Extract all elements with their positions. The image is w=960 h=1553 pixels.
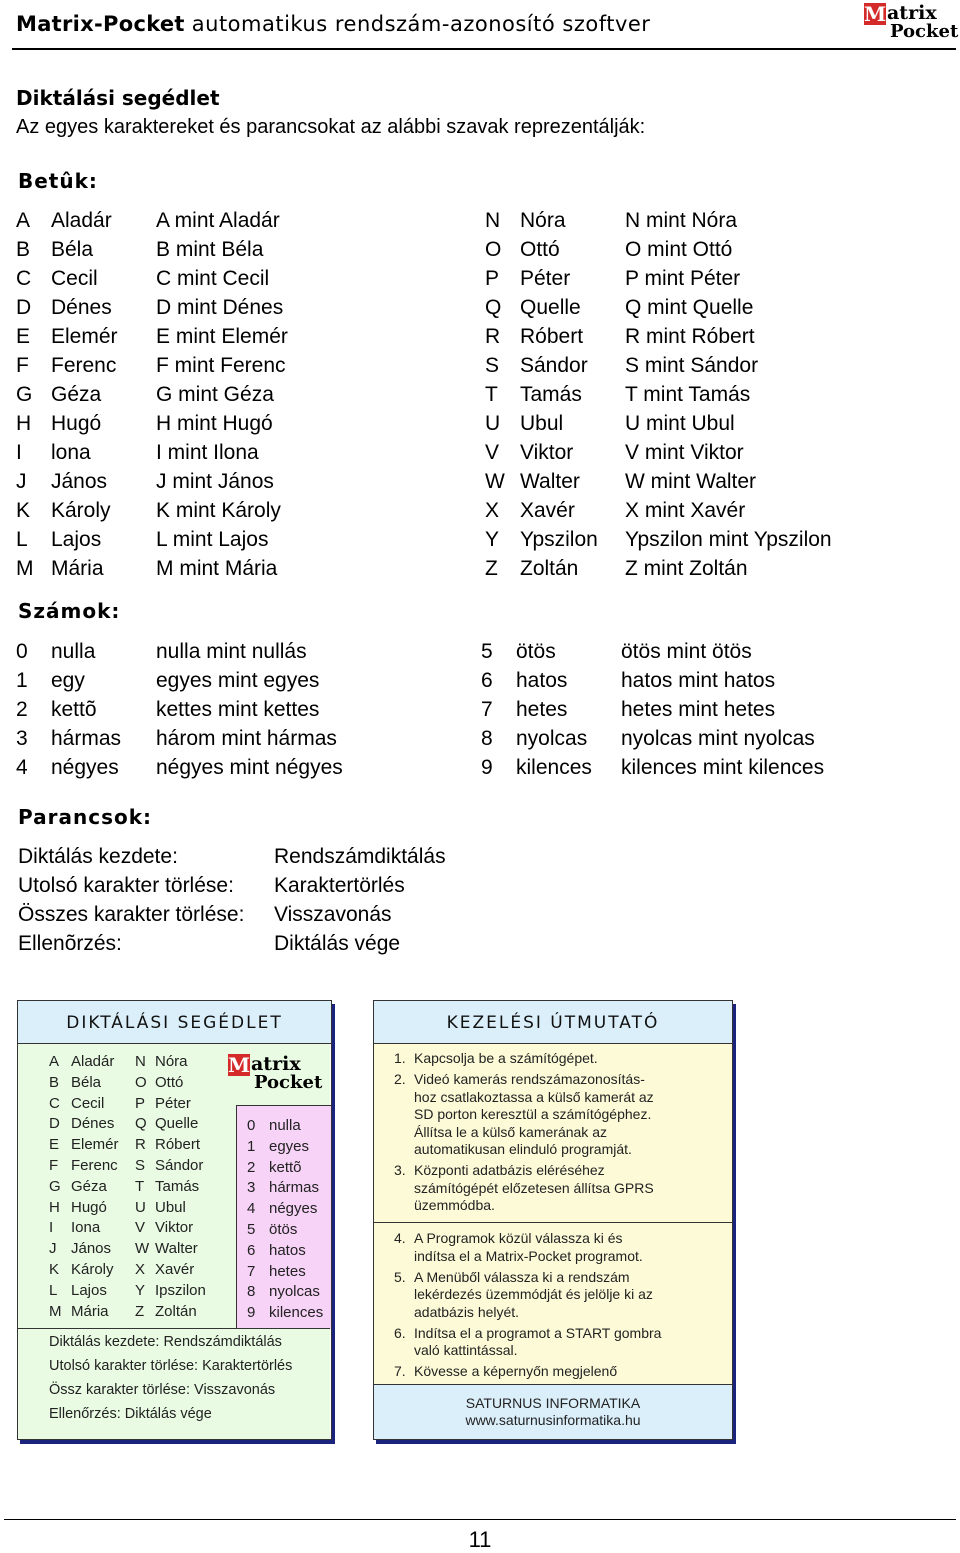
command-row (18, 871, 538, 900)
letter: O (485, 238, 502, 261)
letter-word: Hugó (51, 412, 102, 435)
card-letter-word: Elemér (71, 1136, 119, 1154)
letter: Z (485, 557, 498, 580)
letter-word: Róbert (520, 325, 584, 348)
dictation-card-title: DIKTÁLÁSI SEGÉDLET (18, 1001, 331, 1044)
step-text: való kattintással. (414, 1342, 518, 1358)
letter: E (16, 325, 31, 348)
letter-phrase: C mint Cecil (156, 267, 270, 290)
letter: A (16, 209, 31, 232)
letter-row (485, 351, 945, 380)
card-letter: G (49, 1177, 61, 1195)
letter-word: Quelle (520, 296, 581, 319)
intro-text: Az egyes karaktereket és parancsokat az alábbi szavak reprezentálják: (16, 116, 646, 138)
letter: J (16, 470, 27, 493)
number-word: kilences (516, 756, 592, 779)
number-phrase: kilences mint kilences (621, 756, 825, 779)
letter-row (16, 351, 456, 380)
card-letter: K (49, 1261, 60, 1278)
header-subtitle: automatikus rendszám-azonosító szoftver (191, 12, 651, 36)
letter-row (485, 409, 945, 438)
number-row (481, 666, 941, 695)
card-numbers-panel (236, 1105, 331, 1329)
letter: X (485, 499, 500, 522)
letter-phrase: G mint Géza (156, 383, 274, 406)
card-letter-word: Cecil (71, 1094, 105, 1112)
card-number-word: nyolcas (269, 1283, 320, 1301)
company-url: www.saturnusinformatika.hu (465, 1412, 641, 1428)
letter-phrase: N mint Nóra (625, 209, 738, 232)
digit: 1 (16, 669, 28, 692)
step-number: 3. (394, 1162, 406, 1178)
digit: 6 (481, 669, 493, 692)
card-digit: 7 (247, 1262, 256, 1280)
instructions-footer (374, 1384, 732, 1439)
digit: 4 (16, 756, 28, 779)
card-command: Utolsó karakter törlése: Karaktertörlés (49, 1358, 293, 1374)
letter: B (16, 238, 31, 261)
letter-phrase: L mint Lajos (156, 528, 269, 551)
letter: P (485, 267, 500, 290)
letter-word: Péter (520, 267, 571, 290)
letter-row (485, 206, 945, 235)
card-digit: 8 (247, 1283, 256, 1301)
card-letter: N (135, 1053, 146, 1070)
card-letter: E (49, 1136, 60, 1154)
number-phrase: három mint hármas (156, 727, 337, 750)
letter: Q (485, 296, 502, 319)
card-letter-word: Quelle (155, 1115, 199, 1133)
letter-word: Ypszilon (520, 528, 598, 551)
number-word: nyolcas (516, 727, 588, 750)
letter-phrase: B mint Béla (156, 238, 264, 261)
card-digit: 3 (247, 1179, 256, 1197)
matrix-pocket-logo: M atrix Pocket (864, 2, 959, 42)
card-letter: X (135, 1261, 146, 1278)
number-word: ötös (516, 640, 556, 663)
card-letter-word: Sándor (155, 1157, 204, 1174)
card-digit: 2 (247, 1158, 256, 1176)
command-row (18, 929, 538, 958)
command-word: Diktálás vége (274, 932, 401, 955)
letter-row (16, 235, 456, 264)
letter-word: Károly (51, 499, 111, 522)
step-number: 7. (394, 1363, 406, 1379)
letter-phrase: R mint Róbert (625, 325, 755, 348)
letter: Y (485, 528, 500, 551)
card-letter: C (49, 1094, 60, 1112)
letter-phrase: Ypszilon mint Ypszilon (625, 528, 832, 551)
step-text: A Programok közül válassza ki és (414, 1230, 623, 1246)
letter: I (16, 441, 22, 464)
letter-row (485, 264, 945, 293)
letter-word: Géza (51, 383, 102, 406)
command-word: Rendszámdiktálás (274, 845, 446, 868)
number-phrase: kettes mint kettes (156, 698, 320, 721)
step-number: 4. (394, 1230, 406, 1246)
card-command: Össz karakter törlése: Visszavonás (49, 1382, 276, 1398)
card-digit: 9 (247, 1304, 256, 1322)
number-row (16, 724, 476, 753)
letter-word: Ubul (520, 412, 564, 435)
letter: D (16, 296, 32, 319)
letter-phrase: P mint Péter (625, 267, 741, 290)
document-header (16, 12, 650, 36)
letter-row (16, 554, 456, 583)
number-phrase: négyes mint négyes (156, 756, 343, 779)
letter-word: Tamás (520, 383, 582, 406)
letter-row (16, 322, 456, 351)
card-letter: Z (135, 1302, 145, 1320)
card-number-word: kettõ (269, 1158, 302, 1176)
letter-phrase: Z mint Zoltán (625, 557, 748, 580)
step-text: Állítsa le a külső kamerának az (414, 1123, 607, 1140)
number-word: kettõ (51, 698, 97, 721)
card-letter-word: Xavér (155, 1261, 195, 1278)
letter-word: Cecil (51, 267, 98, 290)
letter: G (16, 383, 33, 406)
card-letter: T (135, 1177, 145, 1195)
command-word: Visszavonás (274, 903, 392, 926)
letter-row (485, 322, 945, 351)
digit: 8 (481, 727, 493, 750)
number-word: négyes (51, 756, 119, 779)
letter: V (485, 441, 500, 464)
letters-section-title: Betûk: (18, 169, 98, 193)
card-letter-word: Péter (155, 1094, 191, 1112)
letter-word: Walter (520, 470, 580, 493)
letter-row (16, 206, 456, 235)
dictation-card (17, 1000, 332, 1440)
letter: R (485, 325, 501, 348)
card-letter-word: Zoltán (155, 1302, 197, 1320)
card-letter: B (49, 1073, 60, 1091)
number-row (481, 724, 941, 753)
letter-row (16, 380, 456, 409)
step-divider (374, 1222, 732, 1223)
instructions-steps (374, 1044, 732, 1384)
card-letter: H (49, 1198, 60, 1216)
letter-word: János (51, 470, 108, 493)
digit: 5 (481, 640, 493, 663)
card-letter-word: Béla (71, 1073, 102, 1091)
step-text: Indítsa el a programot a START gombra (414, 1324, 662, 1341)
card-number-word: hármas (269, 1179, 320, 1197)
card-letter-word: Károly (71, 1261, 114, 1278)
card-letter: F (49, 1157, 59, 1174)
letter-row (16, 496, 456, 525)
step-number: 5. (394, 1268, 406, 1285)
step-text: A Menüből válassza ki a rendszám (414, 1268, 630, 1285)
letter: U (485, 412, 501, 435)
step-text: Videó kamerás rendszámazonosítás- (414, 1071, 645, 1087)
number-phrase: nyolcas mint nyolcas (621, 727, 815, 750)
card-letter-word: Mária (71, 1302, 109, 1320)
footer-divider (4, 1519, 956, 1520)
card-number-word: egyes (269, 1137, 310, 1155)
card-digit: 6 (247, 1241, 256, 1259)
letter-phrase: U mint Ubul (625, 412, 735, 435)
card-letter-word: Ottó (155, 1073, 184, 1091)
card-letter-word: Ferenc (71, 1157, 118, 1174)
card-letter: R (135, 1136, 146, 1154)
header-divider (12, 48, 956, 50)
card-number-word: négyes (269, 1200, 318, 1218)
step-number: 6. (394, 1324, 406, 1341)
letter-row (485, 554, 945, 583)
step-text: hoz csatlakoztassa a külső kamerát az (414, 1088, 654, 1105)
letter: W (485, 470, 505, 493)
card-commands (18, 1328, 330, 1439)
card-letter-word: Dénes (71, 1115, 115, 1133)
page-number: 11 (468, 1527, 492, 1552)
card-digit: 0 (247, 1117, 256, 1134)
number-word: hetes (516, 698, 568, 721)
letter-phrase: M mint Mária (156, 557, 278, 580)
number-row (481, 753, 941, 782)
page-heading: Diktálási segédlet (16, 86, 220, 110)
letter-word: Ferenc (51, 354, 117, 377)
letter-word: Nóra (520, 209, 566, 232)
card-letter: W (135, 1240, 150, 1258)
card-digit: 5 (247, 1221, 256, 1238)
card-command: Diktálás kezdete: Rendszámdiktálás (49, 1334, 282, 1350)
letter-row (485, 525, 945, 554)
letter: F (16, 354, 29, 377)
letter-phrase: K mint Károly (156, 499, 281, 522)
step-text: Központi adatbázis eléréséhez (414, 1162, 605, 1178)
digit: 9 (481, 756, 493, 779)
card-letter-word: Iona (71, 1219, 101, 1237)
letter-row (485, 467, 945, 496)
letter-word: Mária (51, 557, 104, 580)
letter-word: Viktor (520, 441, 574, 464)
number-row (481, 695, 941, 724)
number-phrase: nulla mint nullás (156, 640, 307, 663)
step-text: Kapcsolja be a számítógépet. (414, 1050, 598, 1066)
letter-phrase: J mint János (156, 470, 274, 493)
card-letter: I (49, 1219, 54, 1237)
letter-word: Béla (51, 238, 94, 261)
number-phrase: hetes mint hetes (621, 698, 776, 721)
instructions-card-title: KEZELÉSI ÚTMUTATÓ (374, 1001, 732, 1044)
letter-word: Aladár (51, 209, 112, 232)
command-label: Diktálás kezdete: (18, 845, 178, 868)
step-number: 1. (394, 1050, 406, 1066)
digit: 0 (16, 640, 28, 663)
card-letter: L (49, 1281, 58, 1299)
letter-phrase: E mint Elemér (156, 325, 288, 348)
step-text: Kövesse a képernyőn megjelenő (414, 1363, 618, 1379)
letter-word: Ottó (520, 238, 560, 261)
card-letter: A (49, 1053, 60, 1070)
digit: 3 (16, 727, 28, 750)
card-letter-word: Walter (155, 1240, 198, 1258)
card-letter: D (49, 1115, 60, 1133)
card-letter-word: János (71, 1240, 112, 1258)
card-letter-word: Aladár (71, 1053, 115, 1070)
card-letter-word: Nóra (155, 1053, 188, 1070)
letter-row (16, 264, 456, 293)
letter-phrase: X mint Xavér (625, 499, 746, 522)
company-name: SATURNUS INFORMATIKA (465, 1395, 641, 1411)
card-letter-word: Hugó (71, 1198, 107, 1216)
letter-row (485, 380, 945, 409)
letter-phrase: Q mint Quelle (625, 296, 754, 319)
card-number-word: ötös (269, 1221, 298, 1238)
command-label: Ellenõrzés: (18, 932, 122, 955)
letter: N (485, 209, 501, 232)
number-word: hármas (51, 727, 122, 750)
number-word: egy (51, 669, 85, 692)
letter-row (16, 467, 456, 496)
letter-phrase: W mint Walter (625, 470, 757, 493)
letter: T (485, 383, 498, 406)
number-phrase: ötös mint ötös (621, 640, 752, 663)
number-row (16, 695, 476, 724)
letter-word: Xavér (520, 499, 575, 522)
card-number-word: nulla (269, 1117, 301, 1134)
digit: 2 (16, 698, 28, 721)
command-label: Összes karakter törlése: (18, 903, 245, 926)
letter-row (16, 438, 456, 467)
card-number-word: hetes (269, 1262, 306, 1280)
command-word: Karaktertörlés (274, 874, 405, 897)
card-letter: Q (135, 1115, 147, 1133)
card-letter: S (135, 1157, 146, 1174)
letter-phrase: F mint Ferenc (156, 354, 286, 377)
letter-word: Dénes (51, 296, 112, 319)
letter: C (16, 267, 32, 290)
card-digit: 4 (247, 1200, 256, 1218)
command-row (18, 900, 538, 929)
number-row (16, 753, 476, 782)
card-command: Ellenőrzés: Diktálás vége (49, 1406, 212, 1422)
step-text: adatbázis helyét. (414, 1303, 520, 1320)
letter-phrase: A mint Aladár (156, 209, 280, 232)
card-logo: M atrix Pocket (228, 1053, 323, 1093)
number-word: nulla (51, 640, 96, 663)
letter-phrase: V mint Viktor (625, 441, 744, 464)
letter: H (16, 412, 32, 435)
card-number-word: kilences (269, 1304, 324, 1322)
card-letter-word: Ubul (155, 1198, 186, 1216)
card-letter: Y (135, 1281, 146, 1299)
command-label: Utolsó karakter törlése: (18, 874, 234, 897)
letter-phrase: O mint Ottó (625, 238, 733, 261)
card-number-word: hatos (269, 1241, 306, 1259)
letter-word: lona (51, 441, 91, 464)
card-letter: J (49, 1240, 57, 1258)
numbers-section-title: Számok: (18, 599, 121, 623)
step-number: 2. (394, 1071, 406, 1087)
card-letter-word: Viktor (155, 1219, 194, 1237)
number-row (481, 637, 941, 666)
number-word: hatos (516, 669, 568, 692)
letter-phrase: D mint Dénes (156, 296, 284, 319)
letter-row (485, 293, 945, 322)
letter-phrase: S mint Sándor (625, 354, 759, 377)
number-phrase: hatos mint hatos (621, 669, 776, 692)
letter-word: Zoltán (520, 557, 579, 580)
command-row (18, 842, 538, 871)
letter-word: Sándor (520, 354, 588, 377)
letter-word: Elemér (51, 325, 118, 348)
letter-row (16, 525, 456, 554)
letter-row (16, 293, 456, 322)
card-letter: P (135, 1094, 146, 1112)
number-row (16, 637, 476, 666)
letter: K (16, 499, 31, 522)
letter-row (485, 496, 945, 525)
card-letter-word: Lajos (71, 1281, 107, 1299)
letter-phrase: H mint Hugó (156, 412, 273, 435)
letter: L (16, 528, 28, 551)
step-text: automatikusan elinduló programját. (414, 1141, 632, 1157)
commands-section-title: Parancsok: (18, 805, 153, 829)
card-letter: M (49, 1302, 62, 1320)
card-digit: 1 (247, 1137, 256, 1155)
digit: 7 (481, 698, 493, 721)
card-letter-word: Ipszilon (155, 1281, 206, 1299)
letter-row (485, 235, 945, 264)
step-text: üzemmódba. (414, 1197, 495, 1213)
letter-row (485, 438, 945, 467)
card-letter-word: Géza (71, 1177, 107, 1195)
card-letter-word: Róbert (155, 1136, 201, 1154)
letter-row (16, 409, 456, 438)
step-text: számítógépét előzetesen állítsa GPRS (414, 1179, 654, 1196)
letter: S (485, 354, 500, 377)
card-letter: U (135, 1198, 146, 1216)
letter: M (16, 557, 34, 580)
step-text: SD porton keresztül a számítógéphez. (414, 1106, 652, 1122)
number-row (16, 666, 476, 695)
card-letter: O (135, 1073, 147, 1091)
instructions-card (373, 1000, 733, 1440)
letter-phrase: I mint Ilona (156, 441, 259, 464)
brand-name: Matrix-Pocket (16, 12, 185, 36)
card-letter: V (135, 1219, 146, 1237)
letter-word: Lajos (51, 528, 102, 551)
number-phrase: egyes mint egyes (156, 669, 320, 692)
step-text: lekérdezés üzemmódját és jelölje ki az (414, 1286, 653, 1302)
card-letter-word: Tamás (155, 1177, 200, 1195)
letter-phrase: T mint Tamás (625, 383, 751, 406)
step-text: indítsa el a Matrix-Pocket programot. (414, 1247, 643, 1264)
